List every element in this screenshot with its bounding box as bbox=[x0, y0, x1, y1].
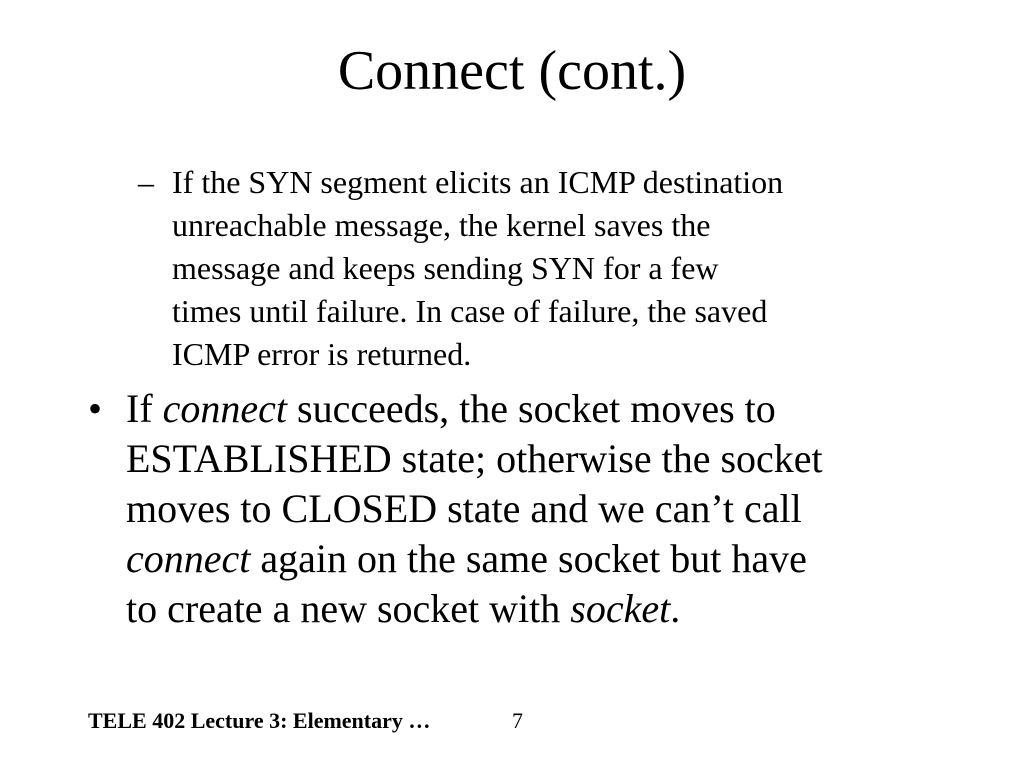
page-number: 7 bbox=[512, 708, 523, 733]
slide-footer: TELE 402 Lecture 3: Elementary … bbox=[88, 708, 431, 733]
main-bullet-text bbox=[126, 384, 948, 634]
slide-title: Connect (cont.) bbox=[337, 40, 687, 102]
italic-term-connect: connect bbox=[126, 536, 251, 581]
sub-bullet-line: unreachable message, the kernel saves the bbox=[172, 207, 711, 243]
sub-bullet bbox=[138, 161, 968, 376]
main-bullet bbox=[88, 384, 948, 634]
text-run: succeeds, the socket moves to bbox=[287, 386, 776, 431]
sub-bullet-line: times until failure. In case of failure, the saved bbox=[172, 293, 768, 329]
sub-bullet-text bbox=[172, 161, 968, 376]
text-run: . bbox=[670, 586, 681, 631]
main-bullet-line bbox=[126, 384, 948, 434]
sub-bullet-line: ICMP error is returned. bbox=[172, 336, 472, 372]
main-bullet-line bbox=[126, 534, 948, 584]
text-run: to create a new socket with bbox=[126, 586, 571, 631]
italic-term-socket: socket bbox=[570, 586, 671, 631]
sub-bullet-line: If the SYN segment elicits an ICMP destination bbox=[172, 164, 784, 200]
main-bullet-line bbox=[126, 584, 948, 634]
main-bullet-line: ESTABLISHED state; otherwise the socket bbox=[126, 436, 823, 481]
text-run: again on the same socket but have bbox=[250, 536, 807, 581]
italic-term-connect: connect bbox=[162, 386, 288, 431]
dash-bullet-marker: – bbox=[138, 164, 154, 200]
sub-bullet-line: message and keeps sending SYN for a few bbox=[172, 250, 719, 286]
bullet-dot-marker: • bbox=[88, 386, 103, 431]
text-run: If bbox=[126, 386, 163, 431]
main-bullet-line: moves to CLOSED state and we can’t call bbox=[126, 486, 802, 531]
